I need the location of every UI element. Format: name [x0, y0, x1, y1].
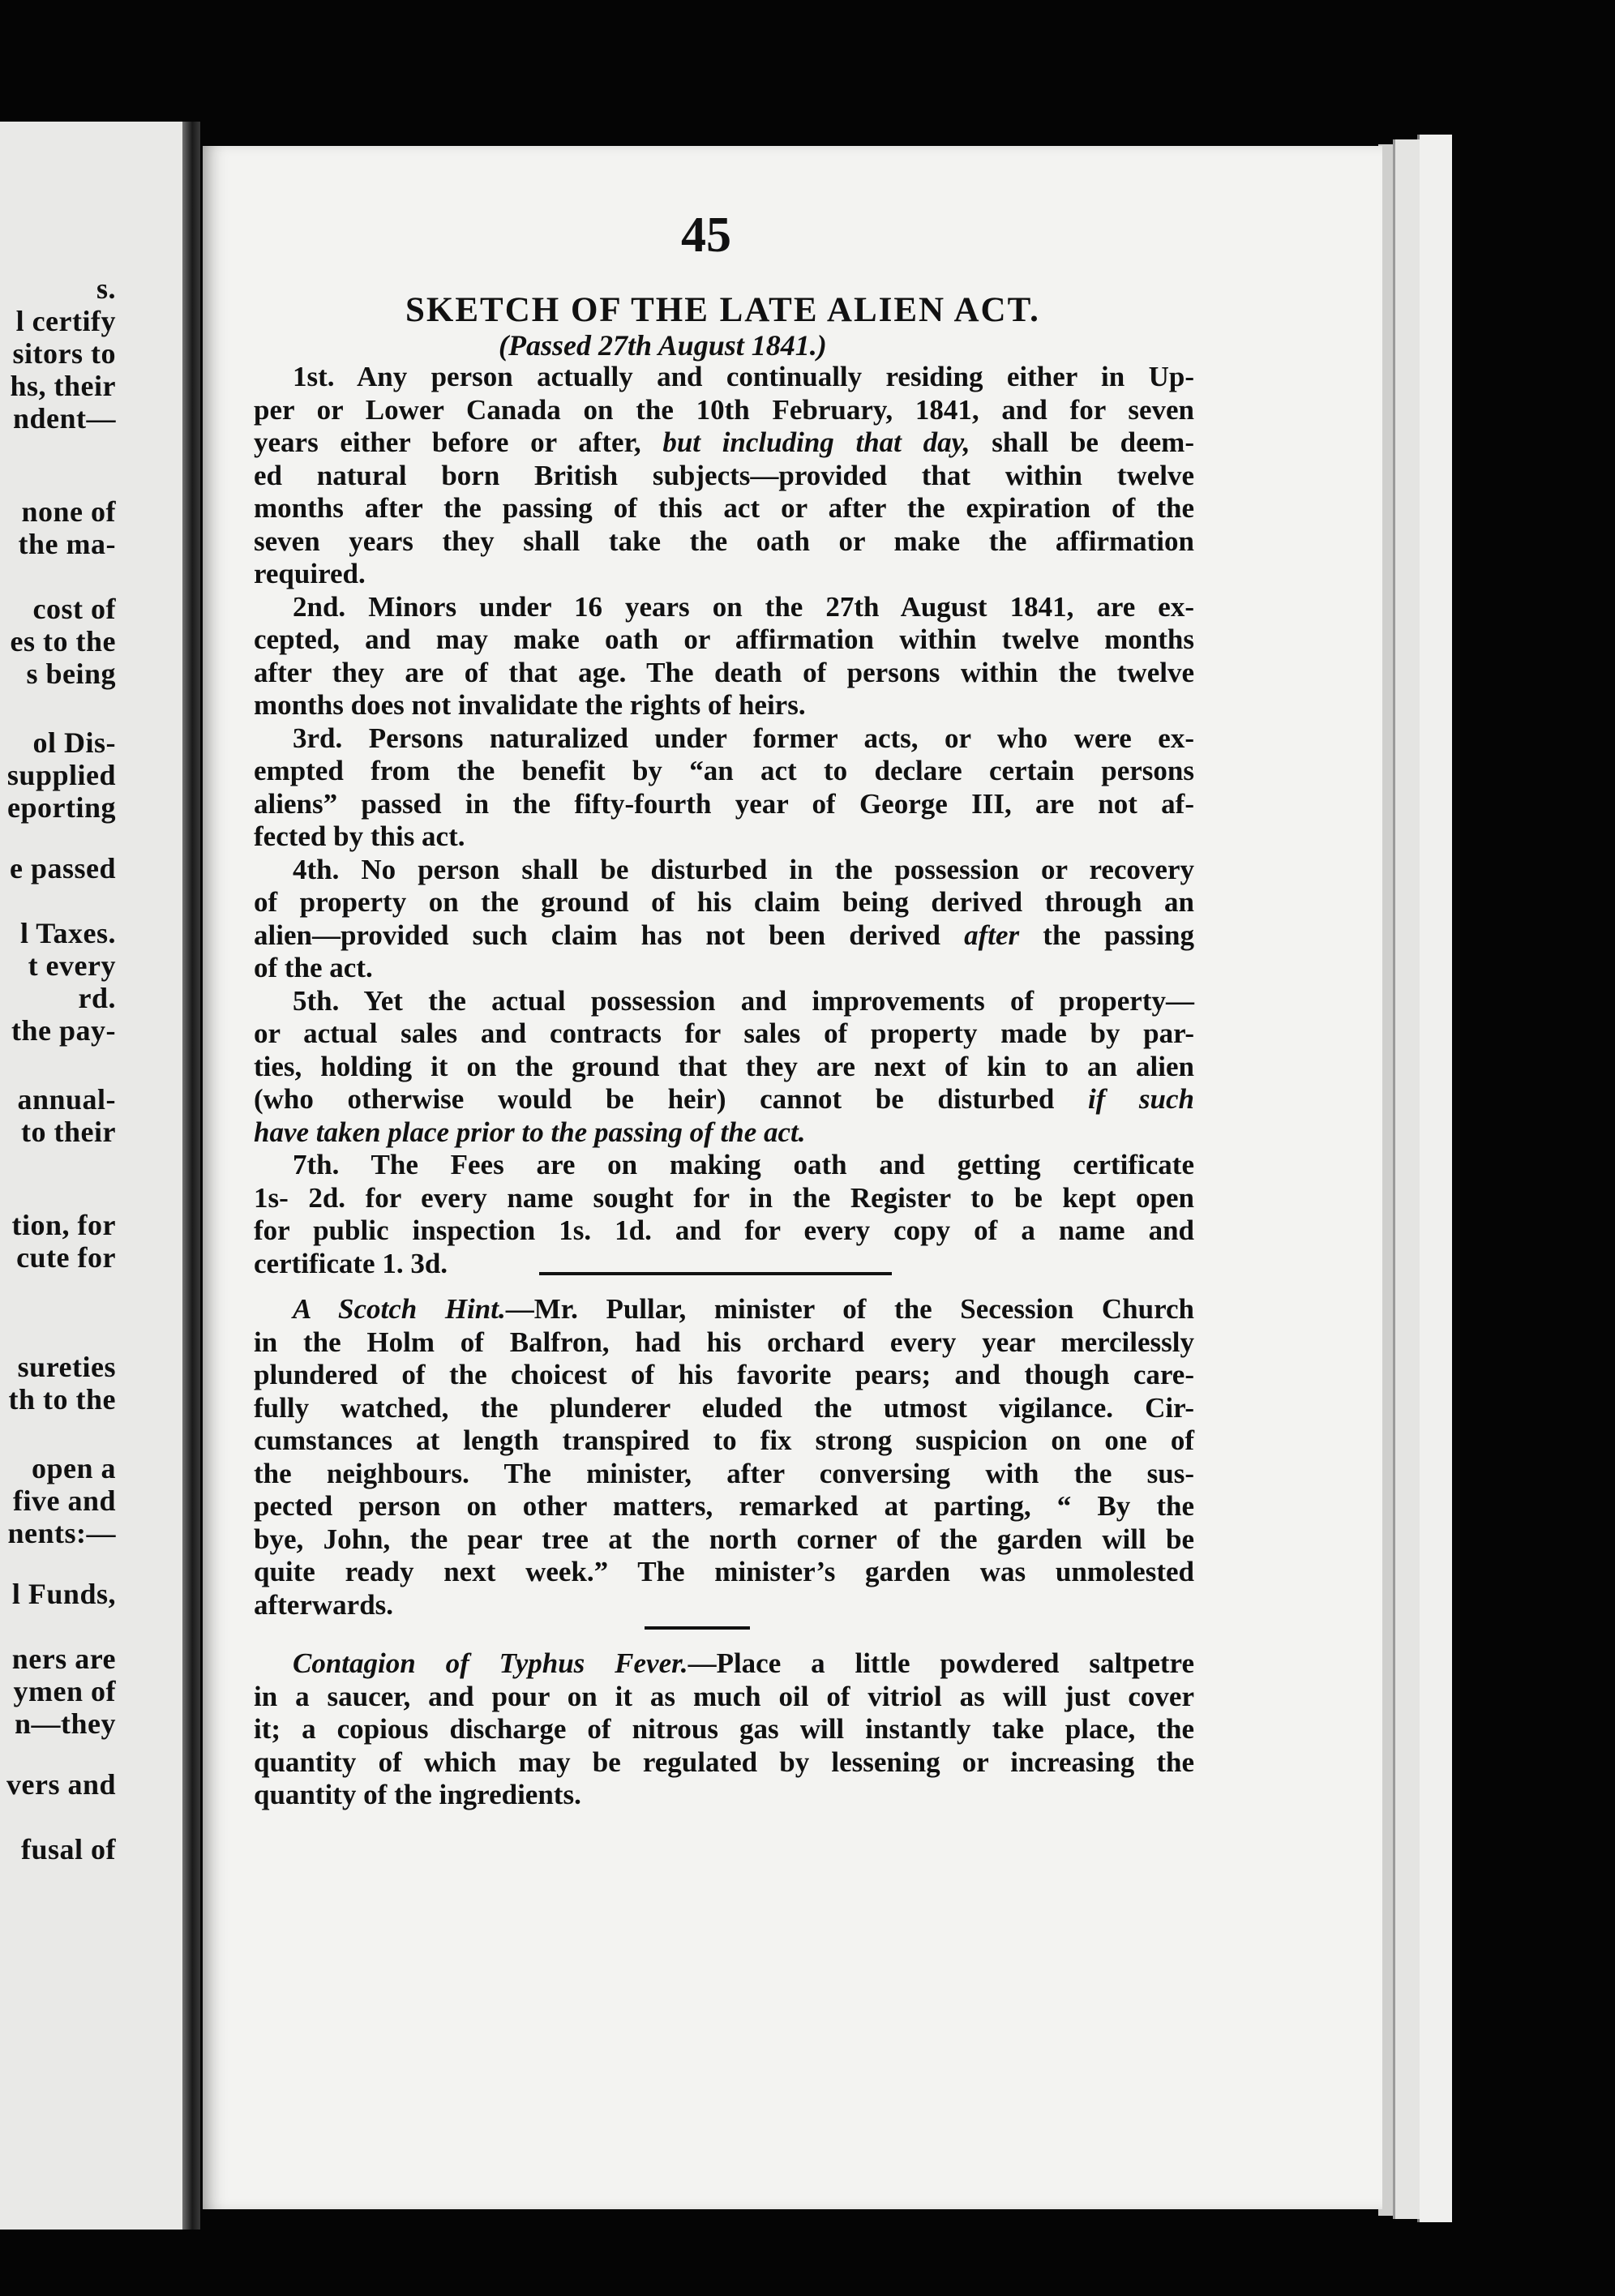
text-line: [254, 1713, 1194, 1746]
text-line: [254, 1116, 1194, 1150]
text-line: [254, 689, 1194, 722]
italic-text: Contagion of Typhus Fever.: [293, 1647, 688, 1679]
text-span: required.: [254, 558, 366, 589]
text-span: quantity of the ingredients.: [254, 1779, 581, 1810]
left-page-text-fragment: sureties: [17, 1351, 116, 1383]
left-page-text-fragment: cute for: [16, 1241, 116, 1274]
text-span: months after the passing of this act or after the expiration of the: [254, 492, 1194, 524]
text-span: per or Lower Canada on the 10th February, 1841, and for seven: [254, 393, 1194, 426]
text-span: aliens” passed in the fifty-fourth year of George III, are not af-: [254, 787, 1194, 820]
text-span: empted from the benefit by “an act to declare certain persons: [254, 755, 1194, 786]
text-line: [254, 1589, 1194, 1622]
text-span: in the Holm of Balfron, had his orchard every year mercilessly: [254, 1326, 1194, 1358]
text-line: [254, 1746, 1194, 1780]
text-line: [254, 1149, 1194, 1182]
text-line: [254, 1392, 1194, 1425]
left-page-text-fragment: th to the: [8, 1383, 116, 1416]
left-page-text-fragment: n—they: [14, 1707, 116, 1740]
section-subtitle: (Passed 27th August 1841.): [499, 329, 827, 362]
text-span: of property on the ground of his claim being derived through an: [254, 886, 1194, 918]
italic-text: if such: [1087, 1083, 1195, 1115]
left-page-text-fragment: es to the: [10, 625, 116, 658]
text-line: [254, 591, 1194, 624]
text-line: [254, 919, 1194, 953]
text-span: cepted, and may make oath or affirmation within twelve months: [254, 623, 1194, 655]
text-line: [254, 886, 1194, 919]
text-line: [254, 623, 1194, 657]
left-page-text-fragment: s.: [96, 272, 116, 305]
left-page-text-fragment: l certify: [15, 305, 116, 337]
typhus-paragraph: [254, 1647, 1194, 1812]
book-gutter: [182, 122, 200, 2230]
text-span: bye, John, the pear tree at the north corner of the garden will be: [254, 1523, 1194, 1555]
text-line: [254, 460, 1194, 493]
text-line: [254, 854, 1194, 887]
text-line: [254, 820, 1194, 854]
text-line: [254, 1681, 1194, 1714]
section-title: SKETCH OF THE LATE ALIEN ACT.: [405, 291, 1040, 329]
text-line: [254, 1779, 1194, 1812]
text-line: [254, 722, 1194, 756]
left-page-text-fragment: ners are: [11, 1643, 116, 1675]
left-page-text-fragment: l Funds,: [11, 1578, 116, 1610]
text-line: [254, 525, 1194, 559]
italic-text: after: [964, 919, 1020, 951]
text-span: 2nd. Minors under 16 years on the 27th August 1841, are ex-: [293, 590, 1194, 623]
text-span: (who otherwise would be heir) cannot be disturbed: [254, 1083, 1088, 1115]
alien-act-text: [254, 361, 1194, 1280]
left-page-text-fragment: cost of: [32, 593, 116, 625]
text-line: [254, 1458, 1194, 1491]
page-number: 45: [681, 208, 731, 263]
left-page-text-fragment: nents:—: [7, 1517, 116, 1549]
previous-page-fragment: [0, 122, 182, 2230]
left-page-text-fragment: none of: [21, 495, 116, 528]
text-span: seven years they shall take the oath or make the affirmation: [254, 525, 1194, 557]
text-line: [254, 657, 1194, 690]
text-line: [254, 361, 1194, 394]
left-page-text-fragment: l Taxes.: [19, 917, 116, 949]
left-page-text-fragment: t every: [28, 949, 116, 982]
left-page-text-fragment: eporting: [7, 791, 116, 824]
text-span: of the act.: [254, 952, 373, 983]
left-page-text-fragment: s being: [26, 658, 116, 690]
scotch-hint-paragraph: [254, 1293, 1194, 1621]
text-span: the neighbours. The minister, after conversing with the sus-: [254, 1457, 1194, 1489]
text-line: [254, 788, 1194, 821]
text-line: [254, 558, 1194, 591]
left-page-text-fragment: fusal of: [20, 1833, 116, 1866]
text-span: the passing: [1019, 919, 1194, 951]
left-page-text-fragment: the ma-: [18, 528, 116, 560]
text-span: in a saucer, and pour on it as much oil of vitriol as will just cover: [254, 1680, 1194, 1712]
page-edge: [1417, 135, 1452, 2222]
text-line: [254, 1556, 1194, 1589]
text-span: 5th. Yet the actual possession and improvements of property—: [293, 984, 1194, 1017]
left-page-text-fragment: rd.: [78, 982, 116, 1014]
text-line: [254, 1293, 1194, 1326]
text-span: alien—provided such claim has not been derived: [254, 919, 965, 951]
text-span: months does not invalidate the rights of heirs.: [254, 689, 806, 721]
text-span: pected person on other matters, remarked at parting, “ By the: [254, 1490, 1194, 1522]
text-span: —Mr. Pullar, minister of the Secession Church: [505, 1293, 1194, 1325]
text-line: [254, 1647, 1194, 1681]
text-span: fected by this act.: [254, 820, 465, 852]
text-span: afterwards.: [254, 1588, 394, 1621]
left-page-text-fragment: annual-: [17, 1083, 116, 1116]
text-line: [254, 1083, 1194, 1116]
italic-text: but including that day,: [662, 426, 970, 458]
text-span: after they are of that age. The death of persons within the twelve: [254, 656, 1194, 688]
left-page-text-fragment: ndent—: [12, 402, 116, 435]
italic-text: have taken place prior to the passing of the act.: [254, 1116, 806, 1148]
text-line: [254, 952, 1194, 985]
text-span: 4th. No person shall be disturbed in the possession or recovery: [293, 853, 1194, 885]
text-span: shall be deem-: [970, 426, 1194, 458]
text-span: 3rd. Persons naturalized under former acts, or who were ex-: [293, 722, 1194, 754]
text-line: [254, 1424, 1194, 1458]
left-page-text-fragment: e passed: [9, 852, 116, 885]
text-span: it; a copious discharge of nitrous gas will instantly take place, the: [254, 1713, 1194, 1745]
text-span: for public inspection 1s. 1d. and for every copy of a name and: [254, 1214, 1194, 1246]
text-line: [254, 1182, 1194, 1215]
text-span: 7th. The Fees are on making oath and getting certificate: [293, 1149, 1194, 1180]
text-line: [254, 985, 1194, 1018]
left-page-text-fragment: sitors to: [12, 337, 116, 370]
text-span: quantity of which may be regulated by lessening or increasing the: [254, 1746, 1194, 1778]
left-page-text-fragment: ymen of: [13, 1675, 116, 1707]
text-line: [254, 1051, 1194, 1084]
text-span: 1st. Any person actually and continually residing either in Up-: [293, 361, 1194, 392]
text-line: [254, 1017, 1194, 1051]
text-span: certificate 1. 3d.: [254, 1247, 448, 1279]
text-span: ed natural born British subjects—provided that within twelve: [254, 459, 1194, 491]
text-line: [254, 1326, 1194, 1360]
left-page-text-fragment: open a: [31, 1452, 116, 1484]
text-span: years either before or after,: [254, 426, 663, 458]
text-line: [254, 426, 1194, 460]
italic-text: A Scotch Hint.: [293, 1293, 506, 1325]
text-line: [254, 1214, 1194, 1248]
text-span: or actual sales and contracts for sales of property made by par-: [254, 1017, 1194, 1049]
text-span: ties, holding it on the ground that they are next of kin to an alien: [254, 1050, 1194, 1082]
left-page-text-fragment: tion, for: [11, 1209, 116, 1241]
section-divider: [645, 1626, 750, 1630]
text-span: 1s- 2d. for every name sought for in the Register to be kept open: [254, 1181, 1194, 1214]
left-page-text-fragment: supplied: [6, 759, 116, 791]
text-line: [254, 1490, 1194, 1523]
text-span: cumstances at length transpired to fix strong suspicion on one of: [254, 1424, 1194, 1456]
left-page-text-fragment: hs, their: [10, 370, 116, 402]
text-span: fully watched, the plunderer eluded the utmost vigilance. Cir-: [254, 1391, 1194, 1424]
left-page-text-fragment: five and: [12, 1484, 116, 1517]
text-line: [254, 1523, 1194, 1557]
left-page-text-fragment: to their: [21, 1116, 116, 1148]
left-page-text-fragment: the pay-: [11, 1014, 116, 1047]
text-line: [254, 755, 1194, 788]
section-divider: [539, 1272, 892, 1275]
text-line: [254, 394, 1194, 427]
left-page-text-fragment: ol Dis-: [32, 726, 116, 759]
text-span: quite ready next week.” The minister’s garden was unmolested: [254, 1556, 1194, 1587]
left-page-text-fragment: vers and: [6, 1768, 116, 1801]
text-span: plundered of the choicest of his favorite pears; and though care-: [254, 1359, 1194, 1390]
page-edge: [1393, 139, 1420, 2219]
text-line: [254, 1359, 1194, 1392]
text-span: —Place a little powdered saltpetre: [688, 1647, 1194, 1679]
text-line: [254, 492, 1194, 525]
